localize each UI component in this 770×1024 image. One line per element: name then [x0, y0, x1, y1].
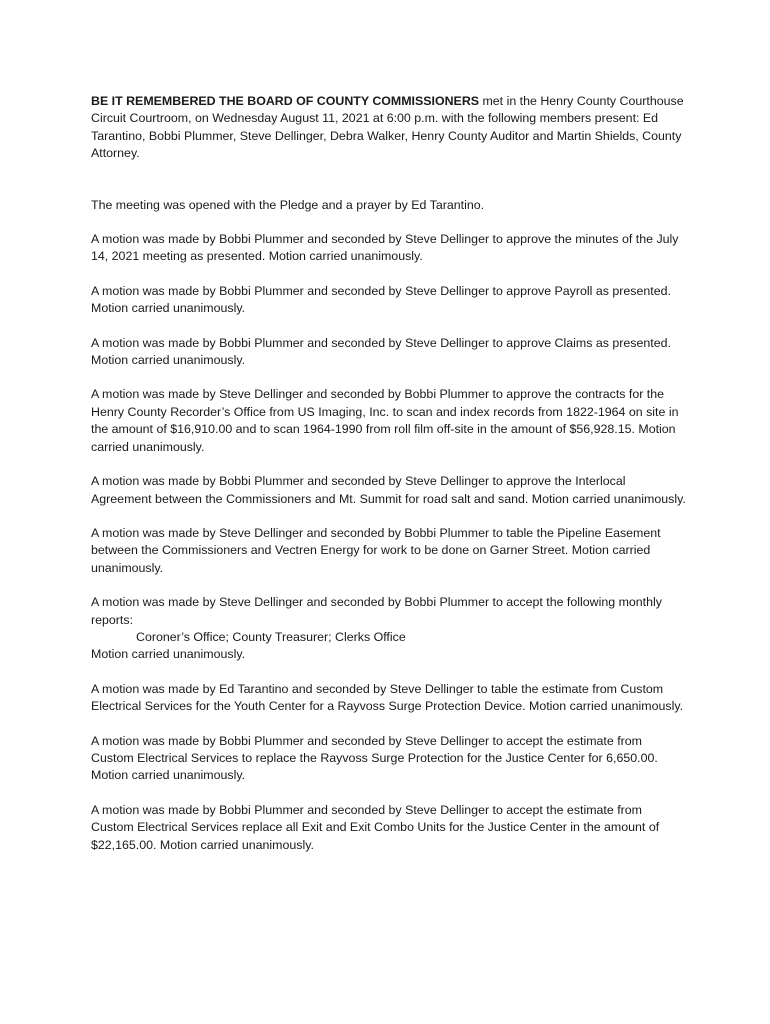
motion-paragraph-surge-protection: A motion was made by Bobbi Plummer and seconded by Steve Dellinger to accept the estimate from Custom Electrical Services to replace the Rayvoss Surge Protection for the Justice Center for 6,650.00. Motion carried unanimously. — [91, 733, 658, 783]
motion-paragraph-exit-units: A motion was made by Bobbi Plummer and seconded by Steve Dellinger to accept the estimate from Custom Electrical Services replace all Exit and Exit Combo Units for the Justice Center in the amount of $22,165.00. Motion carried unanimously. — [91, 802, 660, 852]
reports-list: Coroner’s Office; County Treasurer; Clerks Office — [136, 629, 406, 644]
reports-lead: A motion was made by Steve Dellinger and seconded by Bobbi Plummer to accept the following monthly reports: — [91, 595, 662, 627]
motion-paragraph-interlocal: A motion was made by Bobbi Plummer and seconded by Steve Dellinger to approve the Interlocal Agreement between the Commissioners and Mt. Summit for road salt and sand. Motion carried unanimously. — [91, 474, 686, 506]
motion-paragraph-recorder-contracts: A motion was made by Steve Dellinger and seconded by Bobbi Plummer to approve the contracts for the Henry County Recorder’s Office from US Imaging, Inc. to scan and index records from 1822-1964 on site in the amount of $16,910.00 and to scan 1964-1990 from roll film off-site in the amount of $56,928.15. Motion carried unanimously. — [91, 387, 679, 454]
intro-text: met in the Henry County Courthouse Circuit Courtroom, on Wednesday August 11, 2021 at 6:00 p.m. with the following members present: Ed Tarantino, Bobbi Plummer, Steve Dellinger, Debra Walker, Henry County Auditor and Martin Shields, County Attorney. — [91, 94, 684, 161]
document-body — [91, 93, 687, 871]
motion-paragraph-reports — [91, 594, 687, 664]
motion-paragraph-claims: A motion was made by Bobbi Plummer and seconded by Steve Dellinger to approve Claims as presented. Motion carried unanimously. — [91, 335, 671, 368]
intro-paragraph — [91, 93, 687, 163]
intro-heading: BE IT REMEMBERED THE BOARD OF COUNTY COMMISSIONERS — [91, 94, 480, 108]
motion-paragraph-youth-center: A motion was made by Ed Tarantino and seconded by Steve Dellinger to table the estimate from Custom Electrical Services for the Youth Center for a Rayvoss Surge Protection Device. Motion carried unanimously. — [91, 681, 684, 714]
reports-closing: Motion carried unanimously. — [91, 647, 246, 662]
opening-paragraph: The meeting was opened with the Pledge and a prayer by Ed Tarantino. — [91, 197, 485, 212]
motion-paragraph-payroll: A motion was made by Bobbi Plummer and seconded by Steve Dellinger to approve Payroll as presented. Motion carried unanimously. — [91, 283, 671, 316]
motion-paragraph-pipeline: A motion was made by Steve Dellinger and seconded by Bobbi Plummer to table the Pipeline Easement between the Commissioners and Vectren Energy for work to be done on Garner Street. Motion carried unanimously. — [91, 525, 661, 575]
motion-paragraph-minutes: A motion was made by Bobbi Plummer and seconded by Steve Dellinger to approve the minutes of the July 14, 2021 meeting as presented. Motion carried unanimously. — [91, 232, 679, 264]
